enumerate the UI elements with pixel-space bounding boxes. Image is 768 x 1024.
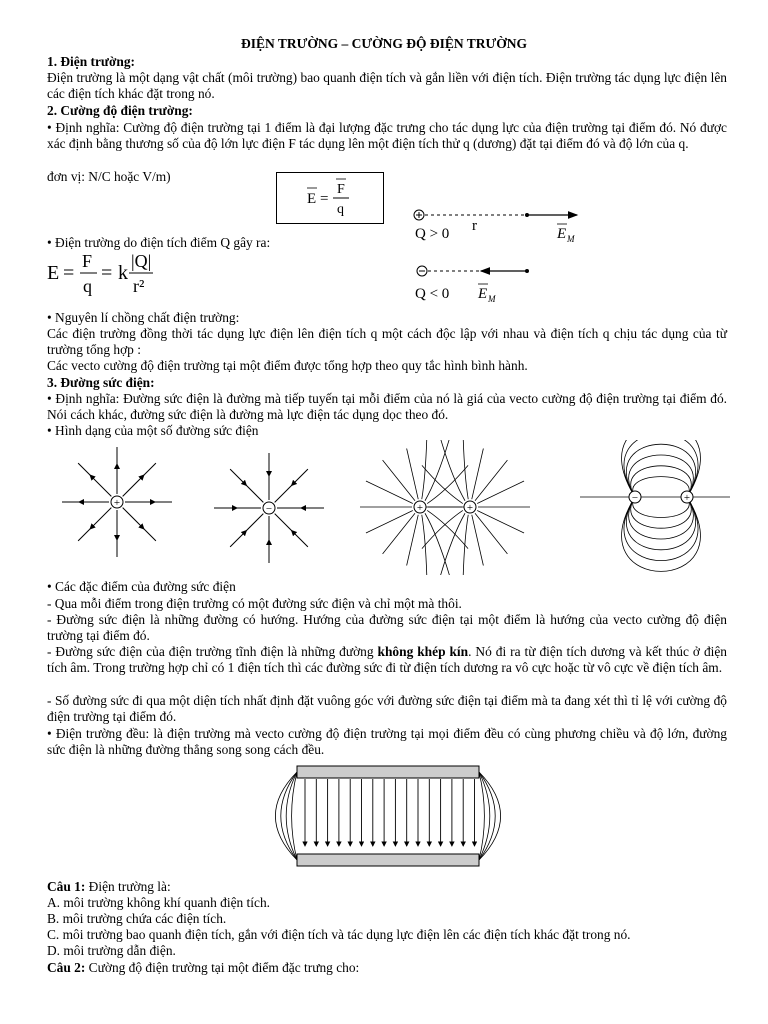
field-lines-figures (50, 440, 730, 575)
field-arrow (292, 483, 294, 485)
field-line (631, 497, 691, 528)
field-line (422, 515, 428, 575)
positive-charge-right-sign: + (466, 502, 474, 514)
feature-3 (47, 644, 727, 675)
formula-e: E (307, 191, 317, 207)
field-arrow (142, 527, 144, 529)
field-line (123, 508, 156, 541)
formula-box (276, 172, 384, 224)
feature-2: - Đường sức điện là những đường có hướng. Hướng của đường sức điện tại một điểm là hướng của vecto cường độ điện trường tại điểm đó. (47, 612, 727, 643)
dipole-negative-sign: − (631, 492, 639, 504)
feature-3-a: - Đường sức điện của điện trường tĩnh điện là những đường (47, 644, 378, 659)
question-2-label: Câu 2: (47, 960, 86, 975)
field-line (622, 440, 701, 497)
big-abs-q: |Q| (131, 251, 152, 271)
field-line (633, 497, 689, 517)
q1-option-c: C. môi trường bao quanh điện tích, gắn với điện tích và tác dụng lực điện lên các điện tích khác đặt trong nó. (47, 927, 631, 942)
feature-5: • Điện trường đều: là điện trường mà vecto cường độ điện trường tại mọi điểm đều có cùng phương chiều và độ lớn, đường sức điện là những đường thẳng song song cách đều. (47, 726, 727, 757)
label-r: r (472, 218, 477, 234)
label-q-pos: Q > 0 (415, 226, 450, 242)
field-line (472, 515, 484, 566)
superposition-title: • Nguyên lí chồng chất điện trường: (47, 310, 240, 325)
feature-1: - Qua mỗi điểm trong điện trường có một đường sức điện và chỉ một mà thôi. (47, 596, 462, 611)
feature-4: - Số đường sức đi qua một diện tích nhất định đặt vuông góc với đường sức điện tại điểm mà ta đang xét thì tỉ lệ với cường độ điện trường tại điểm đó. (47, 693, 727, 724)
q1-option-d: D. môi trường dẫn điện. (47, 943, 176, 958)
label-m-pos: M (567, 234, 575, 244)
formula-f: F (337, 182, 345, 197)
field-line (629, 455, 694, 497)
field-line (475, 460, 507, 501)
field-line (631, 466, 691, 497)
big-eq2: = (101, 262, 113, 284)
field-line (633, 477, 689, 497)
page-title: ĐIỆN TRƯỜNG – CƯỜNG ĐỘ ĐIỆN TRƯỜNG (240, 36, 528, 51)
field-line (477, 481, 524, 504)
field-line (624, 440, 698, 497)
positive-charge-left-sign: + (416, 502, 424, 514)
field-arrow (90, 527, 92, 529)
field-line (626, 444, 695, 497)
feature-3-bold: không khép kín (377, 644, 469, 659)
negative-plate (297, 854, 479, 866)
field-line (275, 514, 308, 547)
field-line (230, 469, 263, 502)
q1-option-a: A. môi trường không khí quanh điện tích. (47, 895, 270, 910)
point-charge-text: • Điện trường do điện tích điểm Q gây ra: (47, 235, 271, 250)
field-line (366, 481, 413, 504)
positive-charge-field-figure (62, 447, 172, 557)
question-2-text: Cường độ điện trường tại một điểm đặc trưng cho: (85, 960, 360, 975)
field-line (477, 510, 524, 533)
big-e: E (47, 262, 60, 284)
big-f: F (82, 251, 93, 271)
field-line (463, 440, 469, 499)
positive-plate (297, 766, 479, 778)
field-arrow (142, 475, 144, 477)
point-charge-diagram (405, 200, 605, 310)
coulomb-formula (45, 247, 165, 303)
dipole-field-figure (580, 440, 730, 571)
features-title: • Các đặc điểm của đường sức điện (47, 579, 236, 594)
question-1-label: Câu 1: (47, 879, 86, 894)
negative-charge-sign: − (265, 503, 273, 515)
field-line (383, 460, 415, 501)
big-k: k (118, 262, 128, 284)
positive-charge-sign: + (113, 497, 121, 509)
label-em-neg: E (478, 286, 488, 302)
field-line-definition: • Định nghĩa: Đường sức điện là đường mà tiếp tuyến tại mỗi điểm của nó là giá của vecto cường độ điện trường tại điểm đó. Nói cách khác, đường sức điện là đường mà lực điện tác dụng dọc theo đó. (47, 391, 727, 422)
field-line (422, 440, 428, 499)
shapes-title: • Hình dạng của một số đường sức điện (47, 423, 259, 438)
question-2 (47, 960, 727, 976)
field-line (472, 449, 484, 500)
q1-option-b: B. môi trường chứa các điện tích. (47, 911, 227, 926)
big-eq1: = (63, 262, 75, 284)
field-line (407, 449, 419, 500)
two-positive-charges-figure (360, 440, 530, 575)
label-q-neg: Q < 0 (415, 286, 450, 302)
big-r2: r² (133, 276, 145, 296)
field-line (407, 515, 419, 566)
field-arrow (244, 531, 246, 533)
field-line (78, 508, 111, 541)
field-arrow (244, 483, 246, 485)
formula-e-f-q (277, 173, 383, 223)
field-arrow (292, 531, 294, 533)
field-line (383, 513, 415, 554)
section-1-heading: 1. Điện trường: (47, 54, 135, 69)
superposition-text-2: Các vecto cường độ điện trường tại một điểm được tổng hợp theo quy tắc hình bình hành. (47, 358, 528, 373)
field-line (624, 497, 698, 561)
field-line (626, 497, 695, 550)
field-line (475, 513, 507, 554)
section-2-definition: • Định nghĩa: Cường độ điện trường tại 1 điểm là đại lượng đặc trưng cho tác dụng lực của điện trường tại điểm đó. Nó được xác định bằng thương số của độ lớn lực điện F tác dụng lên một điện tích thử q (dương) đặt tại điểm đó và độ lớn của q. (47, 120, 727, 151)
field-arrow (90, 475, 92, 477)
question-1 (47, 879, 727, 895)
label-em-pos: E (557, 226, 567, 242)
section-2-heading: 2. Cường độ điện trường: (47, 103, 193, 118)
superposition-text-1: Các điện trường đồng thời tác dụng lực điện lên điện tích q một cách độc lập với nhau và điện tích q chịu tác dụng của từ trường tổng hợp : (47, 326, 727, 357)
dipole-positive-sign: + (683, 492, 691, 504)
unit-text: đơn vị: N/C hoặc V/m) (47, 169, 171, 184)
formula-q: q (337, 202, 344, 217)
question-1-text: Điện trường là: (85, 879, 171, 894)
field-line (230, 514, 263, 547)
big-q: q (83, 276, 92, 296)
uniform-field-figure (265, 762, 515, 874)
field-line (78, 463, 111, 496)
section-3-heading: 3. Đường sức điện: (47, 375, 155, 390)
negative-charge-field-figure (214, 453, 324, 563)
field-line (123, 463, 156, 496)
field-line (463, 515, 469, 575)
field-line (275, 469, 308, 502)
section-1-text: Điện trường là một dạng vật chất (môi trường) bao quanh điện tích và gắn liền với điện tích. Điện trường tác dụng lực điện lên các điện tích khác đặt trong nó. (47, 70, 727, 101)
fringe-field-line (479, 772, 484, 860)
label-m-neg: M (488, 294, 496, 304)
formula-equals: = (320, 191, 329, 207)
field-line (366, 510, 413, 533)
feature-3-c: . Nó đi ra từ điện tích dương và kết thúc ở điện tích âm. Trong trường hợp chỉ có 1 điện tích thì các đường sức đi từ điện tích dương ra vô cực hoặc từ vô cực về điện tích âm. (47, 644, 728, 675)
fringe-field-line (292, 772, 297, 860)
